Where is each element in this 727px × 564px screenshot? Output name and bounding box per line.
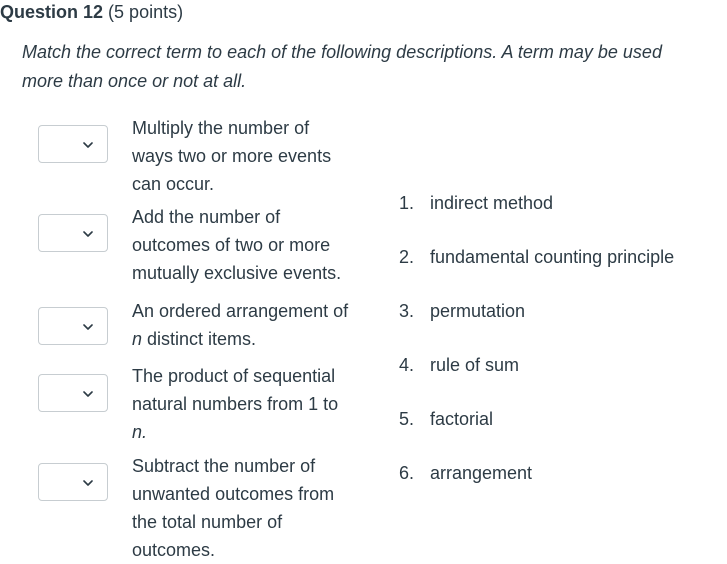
answer-number: 3.: [399, 301, 415, 321]
description-line: the total number of: [132, 512, 283, 532]
question-instructions: [22, 38, 722, 96]
description-4: [132, 362, 377, 446]
description-line: n.: [132, 422, 148, 442]
description-line: mutually exclusive events.: [132, 263, 342, 283]
answer-label: rule of sum: [430, 355, 520, 375]
instructions-line: more than once or not at all.: [22, 71, 247, 91]
description-3: [132, 297, 377, 353]
description-line: Multiply the number of: [132, 118, 310, 138]
answer-number: 5.: [399, 409, 415, 429]
answer-number: 1.: [399, 193, 415, 213]
instructions-line: Match the correct term to each of the following descriptions. A term may be used: [22, 42, 662, 62]
answer-number: 6.: [399, 463, 415, 483]
answer-label: permutation: [430, 301, 526, 321]
match-select-1[interactable]: [38, 125, 108, 163]
answer-label: indirect method: [430, 193, 554, 213]
answer-number: 2.: [399, 247, 415, 267]
answer-option-5: [399, 407, 493, 431]
chevron-down-icon: [83, 229, 93, 239]
answer-option-2: [399, 245, 674, 269]
description-line: An ordered arrangement of: [132, 301, 349, 321]
answer-option-3: [399, 299, 525, 323]
answer-number: 4.: [399, 355, 415, 375]
chevron-down-icon: [83, 140, 93, 150]
question-title: Question 12: [0, 2, 104, 22]
description-line: The product of sequential: [132, 366, 336, 386]
description-line: outcomes.: [132, 540, 216, 560]
description-line: n distinct items.: [132, 329, 257, 349]
answer-option-4: [399, 353, 519, 377]
answer-option-6: [399, 461, 532, 485]
match-select-5[interactable]: [38, 463, 108, 501]
question-points: (5 points): [108, 2, 184, 22]
description-line: outcomes of two or more: [132, 235, 331, 255]
answer-label: arrangement: [430, 463, 533, 483]
answer-label: fundamental counting principle: [430, 247, 675, 267]
question-header: [0, 2, 183, 23]
description-1: [132, 114, 377, 198]
match-select-4[interactable]: [38, 374, 108, 412]
chevron-down-icon: [83, 478, 93, 488]
match-select-2[interactable]: [38, 214, 108, 252]
description-line: unwanted outcomes from: [132, 484, 335, 504]
answer-label: factorial: [430, 409, 494, 429]
description-line: natural numbers from 1 to: [132, 394, 339, 414]
description-line: Subtract the number of: [132, 456, 316, 476]
description-line: ways two or more events: [132, 146, 332, 166]
description-line: can occur.: [132, 174, 215, 194]
match-select-3[interactable]: [38, 307, 108, 345]
description-line: Add the number of: [132, 207, 281, 227]
description-5: [132, 452, 377, 564]
description-2: [132, 203, 377, 287]
chevron-down-icon: [83, 389, 93, 399]
answer-option-1: [399, 191, 553, 215]
chevron-down-icon: [83, 322, 93, 332]
